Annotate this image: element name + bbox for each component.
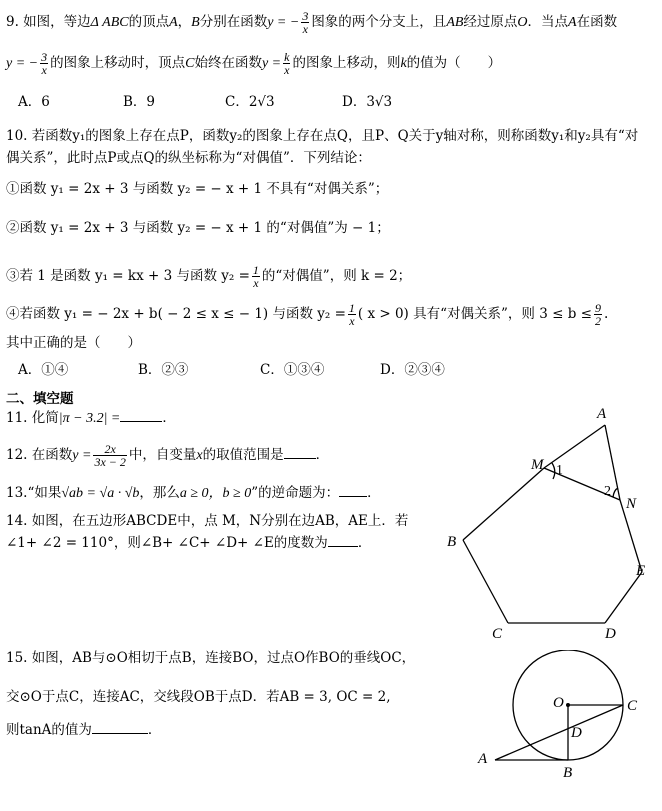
q10-choice-a: A．①④ [18, 362, 69, 378]
q9-fraction: $\frac{k}{x}$ [284, 50, 290, 77]
q9-func: y = − [6, 56, 39, 71]
edge-CB [463, 540, 508, 623]
q14-line2: ∠1+ ∠2 = 110°，则∠B+ ∠C+ ∠D+ ∠E的度数为 ． [6, 535, 372, 551]
q12-answer-blank[interactable] [284, 446, 316, 459]
q10-ask: 其中正确的是（ ） [6, 335, 141, 351]
label-C: C [492, 626, 503, 642]
q12-line: 12. 在函数y = $\frac{2x}{3x - 2}$ 中，自变量x的取值范围是 ． [6, 442, 330, 469]
label-C: C [627, 698, 638, 714]
q9-text: ．当点 [527, 14, 569, 30]
q9-func: y = [261, 56, 282, 71]
q9-segment: AB [446, 15, 464, 30]
q11-answer-blank[interactable] [120, 409, 162, 422]
q15-line2: 交⊙O于点C，连接AC，交线段OB于点D．若AB = 3, OC = 2, [6, 689, 391, 705]
label-E: E [636, 563, 646, 579]
q9-text: 的值为（ ） [406, 55, 502, 71]
q14-answer-blank[interactable] [328, 534, 358, 547]
q11-line: 11. 化简|π − 3.2| = ． [6, 410, 176, 426]
q10-statement-4: ④若函数 y₁ = − 2x + b( − 2 ≤ x ≤ − 1) 与函数 y₂ = $\frac{1}{x}$ ( x > 0) 具有“对偶关系”，则 3 ≤ b ≤ $\frac{9}{2}$ . [6, 301, 609, 328]
q10-statement-3: ③若 1 是函数 y₁ = kx + 3 与函数 y₂ = $\frac{1}{x}$ 的“对偶值”，则 k = 2； [6, 263, 412, 290]
q9-line2 [6, 51, 501, 76]
q10-choice-c: C．①③④ [260, 362, 325, 378]
q9-line1 [6, 10, 617, 35]
q9-point: C [185, 56, 195, 71]
q9-text: ， [177, 14, 192, 30]
q10-line1: 10. 若函数y₁的图象上存在点P，函数y₂的图象上存在点Q，且P、Q关于y轴对称，则称函数y₁和y₂具有“对 [6, 128, 639, 144]
q15-answer-blank[interactable] [92, 721, 148, 734]
q15-circle-figure [470, 650, 662, 785]
label-B: B [447, 534, 457, 550]
q14-line1: 14. 如图，在五边形ABCDE中，点 M，N分别在边AB，AE上．若 [6, 513, 409, 529]
edge-ED [605, 572, 642, 623]
label-B: B [563, 765, 573, 781]
q15-line3: 则tanA的值为 ． [6, 722, 162, 738]
center-dot [566, 703, 570, 707]
q13-line: 13.“如果√ab = √a · √b，那么a ≥ 0，b ≥ 0”的逆命题为： ． [6, 485, 381, 501]
q9-triangle: Δ ABC [90, 15, 129, 30]
q13-answer-blank[interactable] [339, 484, 367, 497]
q9-text: 在函数 [576, 14, 618, 30]
label-N: N [626, 496, 637, 512]
label-A: A [597, 406, 607, 422]
q9-text: 始终在函数 [194, 55, 262, 71]
q9-choice-a: A．6 [18, 94, 50, 110]
q9-fraction: $\frac{3}{x}$ [302, 9, 309, 36]
q9-text: 的图象上移动，则 [292, 55, 401, 71]
q9-choice-c: C．2√3 [225, 94, 275, 110]
q9-text: 图象的两个分支上，且 [311, 14, 447, 30]
q10-statement-2: ②函数 y₁ = 2x + 3 与函数 y₂ = − x + 1 的“对偶值”为 − 1； [6, 220, 390, 236]
q10-choice-b: B．②③ [138, 362, 189, 378]
q9-choice-b: B．9 [123, 94, 156, 110]
q9-point: A [568, 15, 577, 30]
q9-point: B [191, 15, 200, 30]
label-A: A [478, 751, 488, 767]
label-D: D [571, 725, 582, 741]
q15-line1: 15. 如图，AB与⊙O相切于点B，连接BO，过点O作BO的垂线OC， [6, 650, 416, 666]
label-angle-1: 1 [556, 463, 563, 478]
q9-text: 的图象上移动时，顶点 [50, 55, 186, 71]
label-M: M [531, 457, 544, 473]
q9-fraction: $\frac{3}{x}$ [41, 50, 48, 77]
q9-point: O [517, 15, 528, 30]
label-angle-2: 2 [604, 484, 611, 499]
q9-choice-d: D．3√3 [342, 94, 393, 110]
q9-text: 的顶点 [128, 14, 170, 30]
edge-MA [544, 425, 605, 468]
q10-line2: 偶关系”，此时点P或点Q的纵坐标称为“对偶值”．下列结论： [6, 150, 371, 166]
q10-statement-1: ①函数 y₁ = 2x + 3 与函数 y₂ = − x + 1 不具有“对偶关系”； [6, 181, 389, 197]
section-title: 二、填空题 [6, 391, 74, 407]
q9-text: 经过原点 [463, 14, 518, 30]
q9-var: k [400, 56, 407, 71]
label-O: O [553, 695, 564, 711]
q9-text: 分别在函数 [199, 14, 268, 30]
q9-func: y = − [267, 15, 300, 30]
q14-pentagon-figure [440, 400, 662, 645]
label-D: D [605, 626, 616, 642]
q10-choice-d: D．②③④ [380, 362, 445, 378]
q9-text: 9. 如图，等边 [6, 14, 91, 30]
edge-BM [463, 468, 544, 540]
q9-point: A [169, 15, 178, 30]
